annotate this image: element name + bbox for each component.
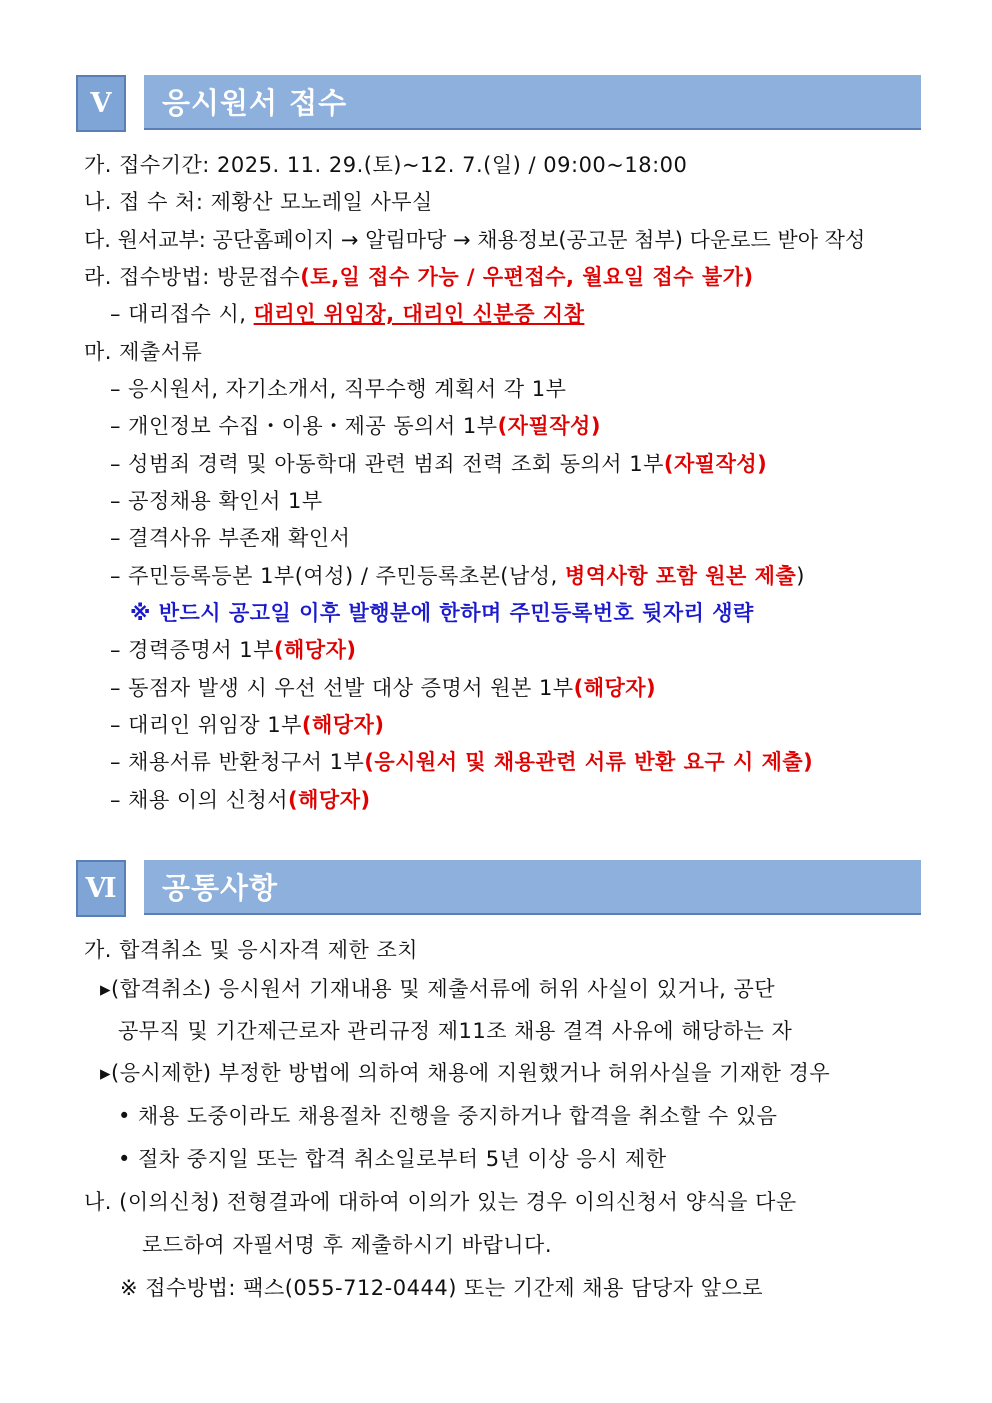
s6-line-ga: 가. 합격취소 및 응시자격 제한 조치 — [84, 938, 419, 962]
s6-bullet-2: • 절차 중지일 또는 합격 취소일로부터 5년 이상 응시 제한 — [118, 1147, 667, 1171]
s5-line-ga: 가. 접수기간: 2025. 11. 29.(토)~12. 7.(일) / 09:00~18:00 — [84, 153, 688, 177]
s5-line-ra: 라. 접수방법: 방문접수(토,일 접수 가능 / 우편접수, 월요일 접수 불가) — [84, 265, 754, 289]
doc-item-5: – 결격사유 부존재 확인서 — [110, 526, 351, 550]
s5-line-na: 나. 접 수 처: 제황산 모노레일 사무실 — [84, 190, 433, 214]
section-5-title: 응시원서 접수 — [144, 75, 921, 130]
doc-item-8: – 동점자 발생 시 우선 선발 대상 증명서 원본 1부(해당자) — [110, 676, 657, 700]
s5-line-ma: 마. 제출서류 — [84, 340, 203, 364]
s6-bullet-1: • 채용 도중이라도 채용절차 진행을 중지하거나 합격을 취소할 수 있음 — [118, 1104, 778, 1128]
s5-line-da: 다. 원서교부: 공단홈페이지 → 알림마당 → 채용정보(공고문 첨부) 다운로드 받아 작성 — [84, 228, 866, 252]
ra-red-note: (토,일 접수 가능 / 우편접수, 월요일 접수 불가) — [300, 265, 754, 289]
doc-item-3: – 성범죄 경력 및 아동학대 관련 범죄 전력 조회 동의서 1부(자필작성) — [110, 452, 768, 476]
section-6-numeral: Ⅵ — [76, 860, 126, 917]
s6-restrict: ▸(응시제한) 부정한 방법에 의하여 채용에 지원했거나 허위사실을 기재한 경우 — [100, 1061, 831, 1085]
section-6-title: 공통사항 — [144, 860, 921, 915]
doc-item-2: – 개인정보 수집・이용・제공 동의서 1부(자필작성) — [110, 414, 601, 438]
section-5-numeral: Ⅴ — [76, 75, 126, 132]
doc-item-1: – 응시원서, 자기소개서, 직무수행 계획서 각 1부 — [110, 377, 567, 401]
s6-line-na-2: 로드하여 자필서명 후 제출하시기 바랍니다. — [142, 1233, 553, 1257]
doc-item-7: – 경력증명서 1부(해당자) — [110, 638, 357, 662]
s6-fax-note: ※ 접수방법: 팩스(055-712-0444) 또는 기간제 채용 담당자 앞으로 — [120, 1276, 763, 1300]
s5-line-proxy: – 대리접수 시, 대리인 위임장, 대리인 신분증 지참 — [110, 302, 585, 326]
doc-item-6: – 주민등록등본 1부(여성) / 주민등록초본(남성, 병역사항 포함 원본 제출) — [110, 564, 805, 588]
section-5-header — [76, 75, 921, 132]
doc-item-10: – 채용서류 반환청구서 1부(응시원서 및 채용관련 서류 반환 요구 시 제출) — [110, 750, 814, 774]
proxy-red-note: 대리인 위임장, 대리인 신분증 지참 — [253, 302, 585, 326]
section-6-header — [76, 860, 921, 917]
doc-item-9: – 대리인 위임장 1부(해당자) — [110, 713, 385, 737]
s6-cancel-1: ▸(합격취소) 응시원서 기재내용 및 제출서류에 허위 사실이 있거나, 공단 — [100, 977, 776, 1001]
doc-item-11: – 채용 이의 신청서(해당자) — [110, 788, 371, 812]
s6-line-na: 나. (이의신청) 전형결과에 대하여 이의가 있는 경우 이의신청서 양식을 다운 — [84, 1190, 797, 1214]
s6-cancel-2: 공무직 및 기간제근로자 관리규정 제11조 채용 결격 사유에 해당하는 자 — [118, 1019, 793, 1043]
doc-item-4: – 공정채용 확인서 1부 — [110, 489, 323, 513]
doc-note: ※ 반드시 공고일 이후 발행분에 한하며 주민등록번호 뒷자리 생략 — [130, 601, 754, 625]
